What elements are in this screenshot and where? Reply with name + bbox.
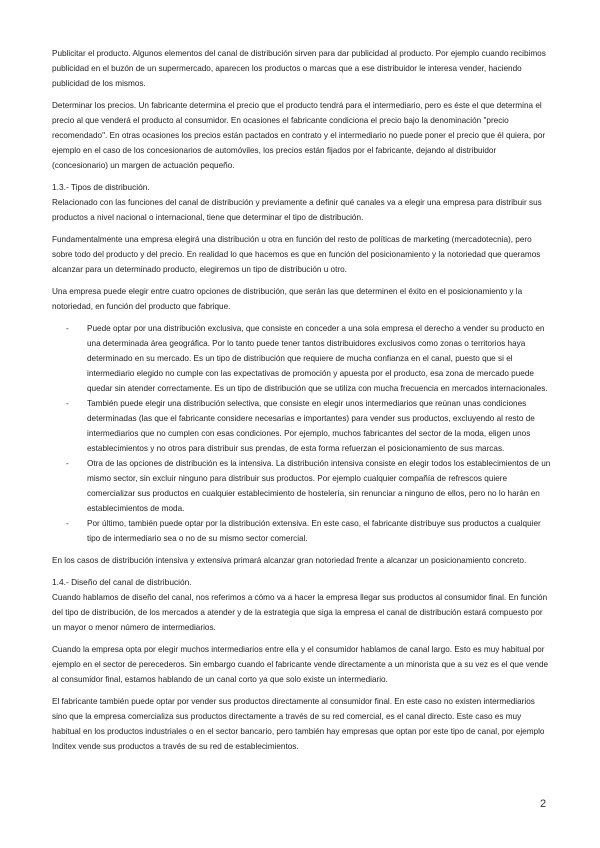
paragraph-diseno-canal-directo: El fabricante también puede optar por vender sus productos directamente al consumidor final. En este caso no existen intermediarios sino que la empresa comercializa sus productos directamente a través de su red comercial, es el canal directo. Este caso es muy habitual en los productos industriales o en el sector bancario, pero también hay empresas que optan por este tipo de canal, por ejemplo Inditex vende sus productos a través de su red de establecimientos.	[52, 697, 545, 751]
paragraph-tipos-opciones: Una empresa puede elegir entre cuatro opciones de distribución, que serán las que determinen el éxito en el posicionamiento y la notoriedad, en función del producto que fabrique.	[52, 287, 523, 311]
paragraph-diseno-intro: Cuando hablamos de diseño del canal, nos referimos a cómo va a hacer la empresa llegar sus productos al consumidor final. En función del tipo de distribución, de los mercados a atender y de la estrategia que siga la empresa el canal de distribución estará compuesto por un mayor o menor número de intermediarios.	[52, 593, 548, 632]
list-item-text: Puede optar por una distribución exclusiva, que consiste en conceder a una sola empresa el derecho a vender su producto en una determinada área geográfica. Por lo tanto puede tener tantos distribuidores exclusivos como zonas o territorios haya determinado en su mercado. Es un tipo de distribución que requiere de mucha confianza en el canal, puesto que si el intermediario elegido no cumple con las expectativas de promoción y apuesta por el producto, esa zona de mercado puede quedar sin atender correctamente. Es un tipo de distribución que se utiliza con mucha frecuencia en mercados internacionales.	[87, 324, 548, 393]
list-item-text: También puede elegir una distribución selectiva, que consiste en elegir unos intermediarios que reúnan unas condiciones determinadas (las que el fabricante considere necesarias e importantes) para vender sus productos, excluyendo al resto de intermediarios que no cumplen con esas condiciones. Por ejemplo, muchos fabricantes del sector de la moda, eligen unos establecimientos y no otros para distribuir sus prendas, de esta forma refuerzan el posicionamiento de sus marcas.	[87, 399, 535, 453]
page-number: 2	[540, 798, 547, 810]
paragraph-tipos-intro: Relacionado con las funciones del canal de distribución y previamente a definir qué canales va a elegir una empresa para distribuir sus productos a nivel nacional o internacional, tiene que determinar el tipo de distribución.	[52, 198, 542, 222]
list-item	[52, 516, 552, 546]
list-item	[52, 456, 552, 516]
dash-marker: -	[66, 324, 69, 333]
dash-marker: -	[66, 519, 69, 528]
paragraph-publicitar: Publicitar el producto. Algunos elementos del canal de distribución sirven para dar publicidad al producto. Por ejemplo cuando recibimos publicidad en el buzón de un supermercado, aparecen los productos o marcas que a ese distribuidor le interesa vender, haciendo publicidad de los mismos.	[52, 49, 546, 88]
document-page	[52, 46, 552, 761]
paragraph-diseno-canal-largo: Cuando la empresa opta por elegir muchos intermediarios entre ella y el consumidor hablamos de canal largo. Esto es muy habitual por ejemplo en el sector de perecederos. Sin embargo cuando el fabricante vende directamente a un minorista que a su vez es el que vende al consumidor final, estamos hablando de un canal corto ya que solo existe un intermediario.	[52, 645, 549, 684]
dash-marker: -	[66, 459, 69, 468]
section-heading-diseno: 1.4.- Diseño del canal de distribución.	[52, 577, 192, 587]
list-item	[52, 396, 552, 456]
distribution-options-list	[52, 321, 552, 546]
list-item	[52, 321, 552, 396]
section-heading-tipos: 1.3.- Tipos de distribución.	[52, 182, 150, 192]
dash-marker: -	[66, 399, 69, 408]
paragraph-tipos-conclusion: En los casos de distribución intensiva y extensiva primará alcanzar gran notoriedad frente a alcanzar un posicionamiento concreto.	[52, 556, 527, 565]
list-item-text: Otra de las opciones de distribución es la intensiva. La distribución intensiva consiste en elegir todos los establecimientos de un mismo sector, sin excluir ninguno para distribuir sus productos. Por ejemplo cualquier compañía de refrescos quiere comercializar sus productos en cualquier establecimiento de hostelería, sin renunciar a ninguno de ellos, pero no lo harán en establecimientos de moda.	[87, 459, 551, 513]
list-item-text: Por último, también puede optar por la distribución extensiva. En este caso, el fabricante distribuye sus productos a cualquier tipo de intermediario sea o no de su mismo sector comercial.	[87, 519, 541, 543]
paragraph-tipos-fundamental: Fundamentalmente una empresa elegirá una distribución u otra en función del resto de políticas de marketing (mercadotecnia), pero sobre todo del producto y del precio. En realidad lo que hacemos es que en función del posicionamiento y la notoriedad que queramos alcanzar para un determinado producto, elegiremos un tipo de distribución u otro.	[52, 235, 541, 274]
paragraph-precios: Determinar los precios. Un fabricante determina el precio que el producto tendrá para el intermediario, pero es éste el que determina el precio al que venderá el producto al consumidor. En ocasiones el fabricante condiciona el precio bajo la denominación "precio recomendado". En otras ocasiones los precios están pactados en contrato y el intermediario no puede poner el precio que él quiera, por ejemplo en el caso de los concesionarios de automóviles, los precios están fijados por el fabricante, dejando al distribuidor (concesionario) un margen de actuación pequeño.	[52, 101, 546, 170]
